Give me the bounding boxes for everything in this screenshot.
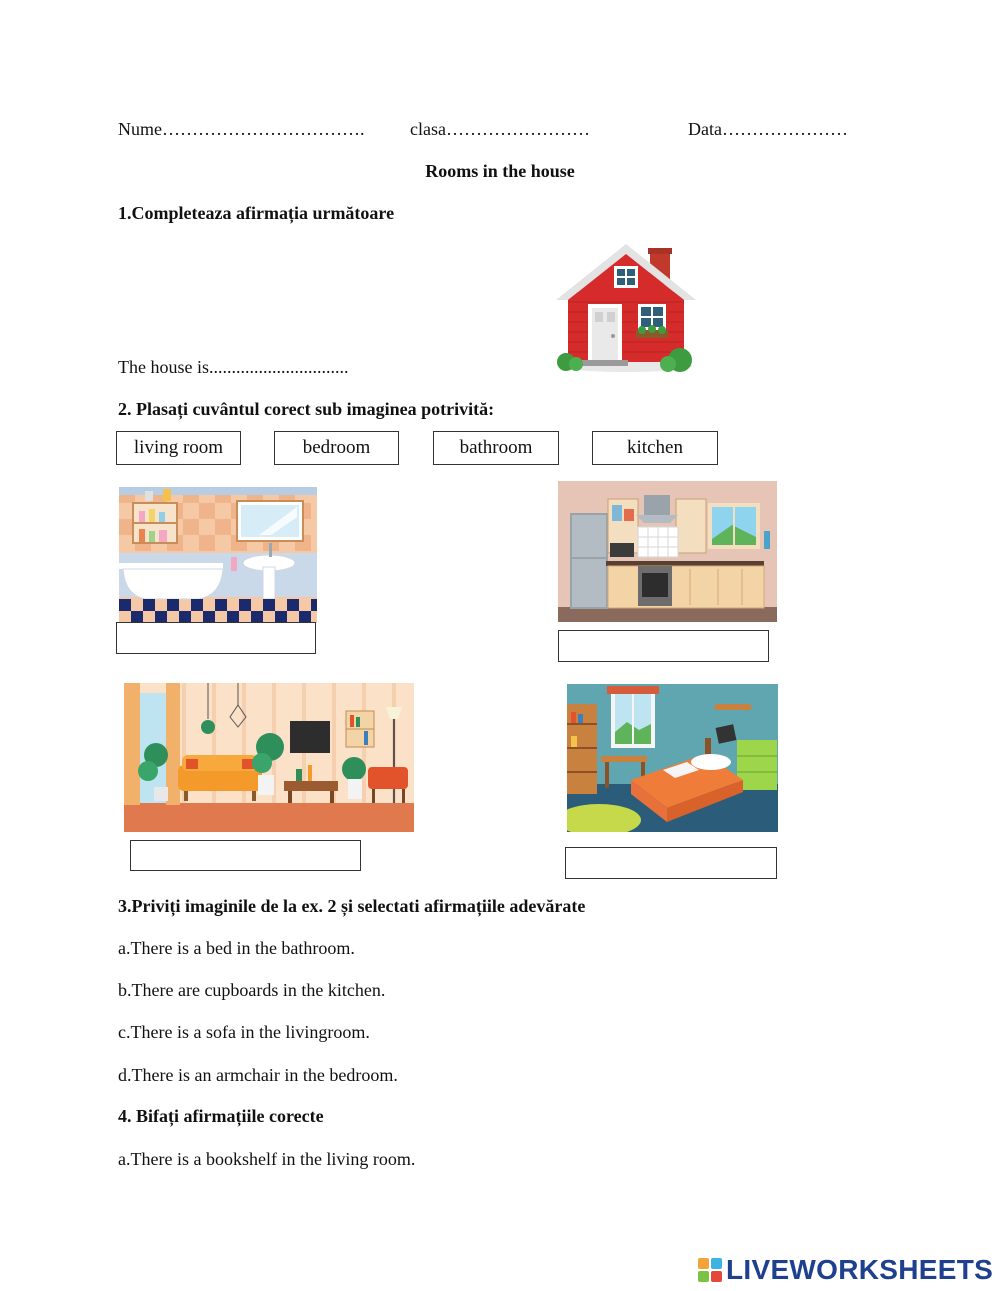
bedroom-image bbox=[567, 684, 778, 832]
answer-box-living-room[interactable] bbox=[130, 840, 361, 871]
answer-box-bathroom[interactable] bbox=[116, 622, 316, 654]
logo-mark-icon bbox=[698, 1258, 722, 1282]
word-kitchen[interactable]: kitchen bbox=[592, 431, 718, 465]
logo-text: LIVEWORKSHEETS bbox=[726, 1254, 994, 1285]
answer-box-kitchen[interactable] bbox=[558, 630, 769, 662]
page-title: Rooms in the house bbox=[425, 161, 575, 181]
word-bathroom[interactable]: bathroom bbox=[433, 431, 559, 465]
word-living-room[interactable]: living room bbox=[116, 431, 241, 465]
ex3-item-d[interactable]: d.There is an armchair in the bedroom. bbox=[118, 1065, 398, 1085]
ex3-item-b[interactable]: b.There are cupboards in the kitchen. bbox=[118, 980, 386, 1000]
class-field: clasa…………………… bbox=[410, 119, 590, 139]
ex1-heading: 1.Completeaza afirmația următoare bbox=[118, 203, 395, 223]
house-image bbox=[552, 240, 700, 375]
living-room-image bbox=[124, 683, 414, 832]
word-bedroom[interactable]: bedroom bbox=[274, 431, 399, 465]
liveworksheets-logo bbox=[698, 1252, 993, 1288]
name-field: Nume……………………………. bbox=[118, 119, 365, 139]
ex1-sentence: The house is............................... bbox=[118, 357, 349, 377]
ex4-item-a[interactable]: a.There is a bookshelf in the living room. bbox=[118, 1149, 416, 1169]
bathroom-image bbox=[119, 487, 317, 623]
ex3-heading: 3.Priviți imaginile de la ex. 2 și selectati afirmațiile adevărate bbox=[118, 896, 586, 916]
ex3-item-c[interactable]: c.There is a sofa in the livingroom. bbox=[118, 1022, 370, 1042]
answer-box-bedroom[interactable] bbox=[565, 847, 777, 879]
kitchen-image bbox=[558, 481, 777, 622]
ex4-heading: 4. Bifați afirmațiile corecte bbox=[118, 1106, 324, 1126]
ex2-heading: 2. Plasați cuvântul corect sub imaginea potrivită: bbox=[118, 399, 495, 419]
ex3-item-a[interactable]: a.There is a bed in the bathroom. bbox=[118, 938, 355, 958]
date-field: Data………………… bbox=[688, 119, 848, 139]
